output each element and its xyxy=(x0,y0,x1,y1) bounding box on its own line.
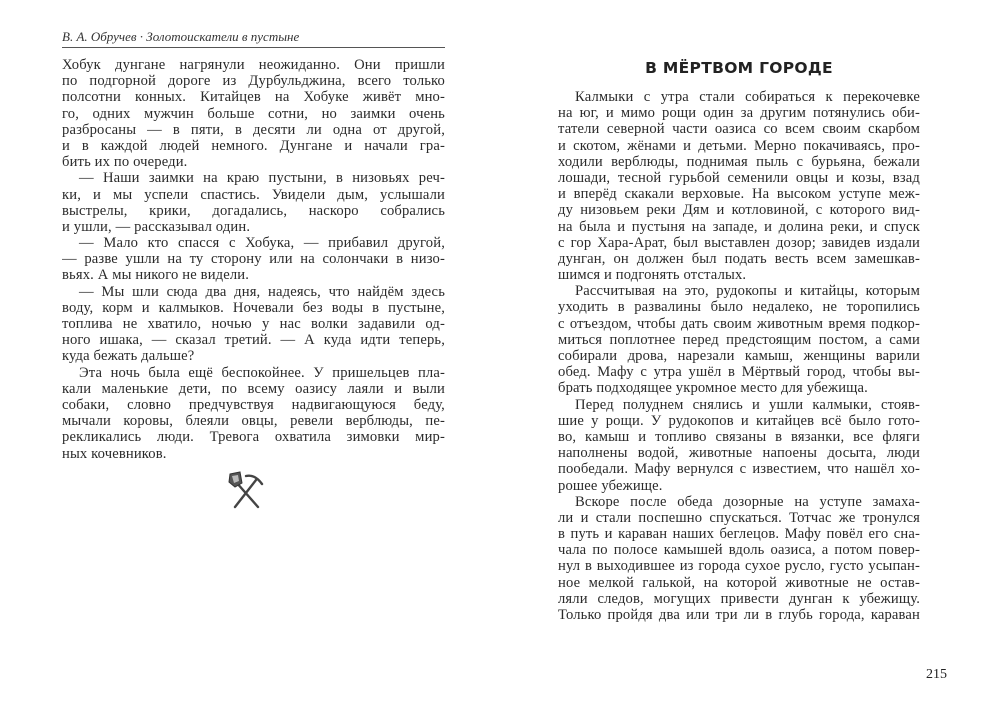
text-line: Хобук дунгане нагрянули неожиданно. Они пришли xyxy=(62,57,445,73)
paragraph xyxy=(62,57,445,170)
paragraph xyxy=(558,283,920,396)
text-line: ду низовьем реки Дям и котловиной, с которого вид- xyxy=(558,202,920,219)
text-line: топлива не хватило, ночью у нас волки задавили од- xyxy=(62,316,445,332)
text-line: мычали коровы, блеяли овцы, ревели верблюды, пе- xyxy=(62,413,445,430)
text-line: го, одних мужчин больше сотни, но заимки очень xyxy=(62,105,445,122)
text-line: ходили верблюды, поднимая пыль с бурьяна, бежали xyxy=(558,153,920,170)
text-line: ки, и мы успели спастись. Увидели дым, услышали xyxy=(62,186,445,203)
text-line: рекликались люди. Тревога охватила зимовки мир- xyxy=(62,429,445,446)
text-line: ных кочевников. xyxy=(62,445,167,462)
text-line: во, камыш и топливо связаны в вязанки, все фляги xyxy=(558,428,920,445)
text-line: и вперёд скакали верховые. На высоком уступе меж- xyxy=(558,186,920,203)
paragraph xyxy=(558,397,920,494)
paragraph xyxy=(62,170,445,235)
crossed-shovel-pickaxe-icon xyxy=(228,470,264,510)
text-line: в путь и караван наших беглецов. Мафу повёл его сна- xyxy=(558,526,920,543)
chapter-title: В МЁРТВОМ ГОРОДЕ xyxy=(645,59,833,77)
text-line: куда бежать дальше? xyxy=(62,348,195,365)
running-head: В. А. Обручев · Золотоискатели в пустыне xyxy=(62,29,300,44)
text-line: Калмыки с утра стали собираться к перекочевке xyxy=(575,89,920,105)
text-line: на юг, и мимо рощи один за другим потянулись оби- xyxy=(558,105,920,122)
text-line: с гор Хара-Арат, был выставлен дозор; завидев издали xyxy=(558,234,920,251)
text-line: чала по полосе камышей вдоль оазиса, а потом повер- xyxy=(558,542,920,559)
text-line: Рассчитывая на это, рудокопы и китайцы, которым xyxy=(575,283,920,300)
right-page-body xyxy=(558,89,920,623)
text-line: разбросаны — в пяти, в десяти ли одна от другой, xyxy=(62,121,445,138)
text-line: ли и стали поспешно спускаться. Тотчас же тронулся xyxy=(558,509,920,526)
text-line: собирали дрова, нарезали камыш, женщины варили xyxy=(558,348,920,364)
paragraph xyxy=(62,235,445,284)
text-line: и скотом, жёнами и детьми. Мерно покачиваясь, про- xyxy=(558,137,920,154)
text-line: бить их по очереди. xyxy=(62,154,188,171)
text-line: шимся и подгонять отсталых. xyxy=(558,267,747,284)
paragraph xyxy=(558,494,920,624)
text-line: ного ишака, — сказал третий. — А куда идти теперь, xyxy=(62,332,445,349)
text-line: пообедали. Мафу вернулся с известием, что нашёл хо- xyxy=(558,461,920,478)
text-line: вьях. А мы никого не видели. xyxy=(62,267,250,284)
text-line: выстрелы, крики, догадались, наскоро собрались xyxy=(62,202,445,219)
text-line: рошее убежище. xyxy=(558,477,663,494)
text-line: Только пройдя два или три ли в глубь города, караван xyxy=(558,607,920,623)
text-line: — разве ушли на ту сторону или на солончаки в низо- xyxy=(62,251,445,268)
text-line: миться поплотнее перед предстоящим постом, а сами xyxy=(558,331,920,348)
header-rule xyxy=(62,47,445,48)
text-line: дунган, он должен был подать весть всем замешкав- xyxy=(558,250,920,267)
text-line: и в каждой людей немного. Дунгане и начали гра- xyxy=(62,137,445,154)
paragraph xyxy=(62,284,445,365)
text-line: нул в выходившее из города сухое русло, густо усыпан- xyxy=(558,558,920,575)
text-line: Перед полуднем снялись и ушли калмыки, стояв- xyxy=(575,396,920,413)
text-line: на была и пустыня на западе, и долина реки, и спуск xyxy=(558,218,920,235)
text-line: татели северной части оазиса со всем своим скарбом xyxy=(558,121,920,138)
text-line: Эта ночь была ещё беспокойнее. У пришельцев пла- xyxy=(79,364,445,381)
text-line: по подгорной дороге из Дурбульджина, всего только xyxy=(62,73,445,90)
right-page xyxy=(558,0,947,710)
text-line: и ушли, — рассказывал один. xyxy=(62,218,251,235)
text-line: ное мелкой галькой, на которой животные не остав- xyxy=(558,574,920,591)
text-line: лошади, тесной гурьбой семенили овцы и козы, взад xyxy=(558,169,920,186)
text-line: Вскоре после обеда дозорные на уступе замаха- xyxy=(575,493,920,510)
paragraph xyxy=(558,89,920,283)
text-line: — Наши заимки на краю пустыни, в низовьях реч- xyxy=(79,170,445,187)
text-line: воду, корм и калмыков. Ночевали без воды в пустыне, xyxy=(62,299,445,316)
text-line: наполнены водой, животные напоены досыта, люди xyxy=(558,445,920,462)
text-line: уходить в развалины было недалеко, не торопились xyxy=(558,299,920,316)
text-line: полсотни конных. Китайцев на Хобуке живёт мно- xyxy=(62,89,445,106)
text-line: собаки, словно предчувствуя надвигающуюся беду, xyxy=(62,396,445,413)
text-line: — Мы шли сюда два дня, надеясь, что найдём здесь xyxy=(79,283,445,300)
text-line: с отъездом, чтобы дать своим животным время подкор- xyxy=(558,315,920,332)
page-number: 215 xyxy=(926,667,947,682)
paragraph xyxy=(62,365,445,462)
left-page xyxy=(62,0,445,710)
text-line: обед. Мафу с утра ушёл в Мёртвый город, чтобы вы- xyxy=(558,364,920,381)
text-line: — Мало кто спасся с Хобука, — прибавил другой, xyxy=(79,235,445,252)
text-line: ляли следов, могущих привести дунган к убежищу. xyxy=(558,590,920,607)
left-page-body xyxy=(62,57,445,462)
text-line: шие у рощи. У рудокопов и китайцев всё было гото- xyxy=(558,412,920,429)
text-line: брать подходящее укромное место для убежища. xyxy=(558,380,868,397)
text-line: кали маленькие дети, по всему оазису лаяли и выли xyxy=(62,380,445,397)
